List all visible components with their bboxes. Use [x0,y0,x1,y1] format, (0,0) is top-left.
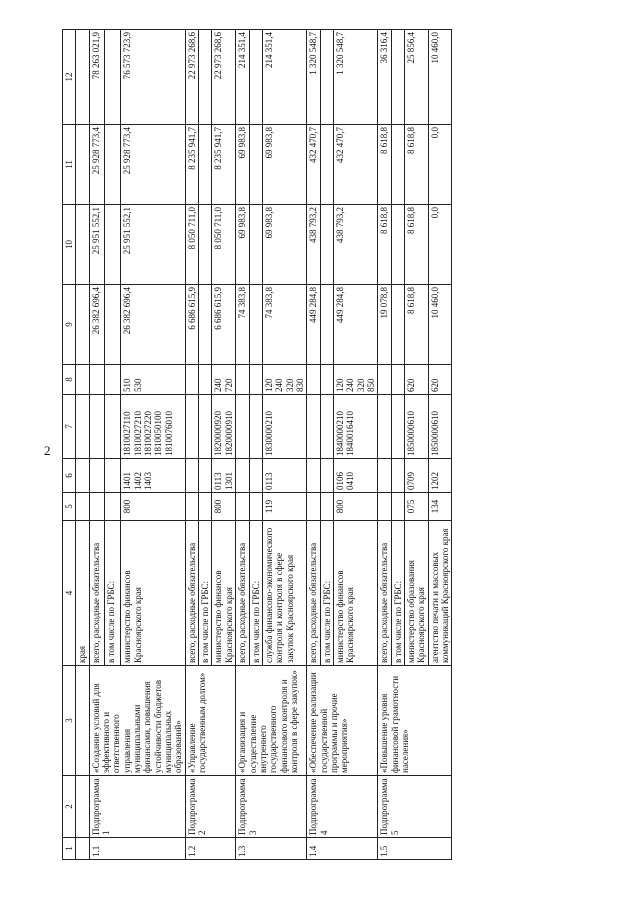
expense-label: всего, расходные обязательства [307,521,320,666]
value-total: 76 573 723,9 [121,30,186,125]
vr-code: 240 720 [212,365,236,395]
rzpr-code [307,459,320,493]
value-2020: 8 618,8 [404,205,428,285]
continuation-row [76,30,89,860]
program-title: «Создание условий для эффективного и ответственного управления муниципальными финансами, повышения устойчивости бюджетов муниципальных образований» [89,666,185,776]
table-row [378,30,391,860]
vr-code [89,365,105,395]
column-header: 11 [63,125,76,205]
value-total: 22 973 268,6 [185,30,198,125]
program-name: Подпрограмма 5 [378,776,452,838]
csr-code [378,395,391,459]
row-number: 1.2 [185,838,235,860]
table-cell [76,205,89,285]
grbs-code [89,493,105,521]
row-number: 1.5 [378,838,452,860]
expense-label: министерство финансов Красноярского края [121,521,186,666]
grbs-code [199,493,212,521]
table-row [236,30,249,860]
value-2021: 69 983,8 [262,125,306,205]
value-2021: 25 928 773,4 [89,125,105,205]
value-2020 [320,205,333,285]
rzpr-code [185,459,198,493]
vr-code [249,365,262,395]
value-2020 [391,205,404,285]
value-2021: 432 470,7 [307,125,320,205]
grbs-code [391,493,404,521]
table-cell [76,365,89,395]
value-total: 214 351,4 [236,30,249,125]
column-header: 2 [63,776,76,838]
column-header: 3 [63,666,76,776]
grbs-code: 800 [121,493,186,521]
expense-label: всего, расходные обязательства [185,521,198,666]
csr-code [307,395,320,459]
program-title: «Обеспечение реализации государственной программы и прочие мероприятия» [307,666,378,776]
expense-label: всего, расходные обязательства [378,521,391,666]
table-row [89,30,105,860]
header-row [63,30,76,860]
csr-code [89,395,105,459]
value-total [320,30,333,125]
value-total [199,30,212,125]
expense-label: в том числе по ГРБС: [320,521,333,666]
grbs-code: 134 [428,493,452,521]
value-2021 [199,125,212,205]
rzpr-code [105,459,121,493]
program-title: «Организация и осуществление внутреннего государственного финансового контроля и контроля в сфере закупок» [236,666,307,776]
value-2021: 8 235 941,7 [212,125,236,205]
value-2019: 19 078,8 [378,285,391,365]
rzpr-code: 0113 1301 [212,459,236,493]
expense-label: в том числе по ГРБС: [249,521,262,666]
program-name: Подпрограмма 2 [185,776,235,838]
value-2019 [320,285,333,365]
vr-code [378,365,391,395]
value-2020: 438 793,2 [307,205,320,285]
grbs-code [320,493,333,521]
vr-code [199,365,212,395]
table-cell [76,30,89,125]
row-number: 1.3 [236,838,307,860]
value-2021: 432 470,7 [333,125,377,205]
value-total [105,30,121,125]
csr-code [185,395,198,459]
value-total: 36 316,4 [378,30,391,125]
vr-code: 120 240 320 830 [262,365,306,395]
value-2019: 26 382 696,4 [89,285,105,365]
vr-code [236,365,249,395]
value-2019: 26 382 696,4 [121,285,186,365]
value-total [391,30,404,125]
program-title: «Повышение уровня финансовой грамотности населения» [378,666,452,776]
grbs-code: 075 [404,493,428,521]
value-total: 214 351,4 [262,30,306,125]
value-2019 [105,285,121,365]
value-2019: 6 686 615,9 [185,285,198,365]
value-total: 10 460,0 [428,30,452,125]
expense-label: министерство финансов Красноярского края [212,521,236,666]
table-cell [76,838,89,860]
grbs-code: 800 [212,493,236,521]
value-total [249,30,262,125]
vr-code: 620 [428,365,452,395]
grbs-code [378,493,391,521]
row-number: 1.1 [89,838,185,860]
value-2021 [391,125,404,205]
budget-table [62,29,452,860]
program-title: «Управление государственным долгом» [185,666,235,776]
value-2020: 8 050 711,0 [212,205,236,285]
value-2020: 8 050 711,0 [185,205,198,285]
value-2020 [249,205,262,285]
vr-code [105,365,121,395]
value-2021: 69 983,8 [236,125,249,205]
rzpr-code [320,459,333,493]
csr-code: 1810027110 1810027210 1810027220 1810050100 1810076010 [121,395,186,459]
column-header: 9 [63,285,76,365]
value-2021: 8 235 941,7 [185,125,198,205]
value-total: 1 320 548,7 [307,30,320,125]
expense-label: в том числе по ГРБС: [199,521,212,666]
column-header: 5 [63,493,76,521]
value-2020 [199,205,212,285]
column-header: 6 [63,459,76,493]
value-2019: 6 686 615,9 [212,285,236,365]
table-cell [76,776,89,838]
vr-code [185,365,198,395]
expense-label: в том числе по ГРБС: [391,521,404,666]
value-2020 [105,205,121,285]
value-2020: 69 983,8 [262,205,306,285]
program-name: Подпрограмма 1 [89,776,185,838]
vr-code [307,365,320,395]
vr-code: 620 [404,365,428,395]
value-2019 [249,285,262,365]
column-header: 4 [63,521,76,666]
rotated-table-container [62,30,622,860]
csr-code [391,395,404,459]
value-2019: 449 284,8 [333,285,377,365]
grbs-code [307,493,320,521]
grbs-code [249,493,262,521]
csr-code [320,395,333,459]
value-2020: 0,0 [428,205,452,285]
table-body [76,30,452,860]
value-2019: 10 460,0 [428,285,452,365]
continuation-text: края [76,521,89,666]
table-cell [76,666,89,776]
grbs-code [236,493,249,521]
rzpr-code [378,459,391,493]
value-total: 22 973 268,6 [212,30,236,125]
program-name: Подпрограмма 4 [307,776,378,838]
page-number: 2 [44,443,51,458]
vr-code [391,365,404,395]
expense-label: всего, расходные обязательства [89,521,105,666]
csr-code [249,395,262,459]
rzpr-code: 1401 1402 1403 [121,459,186,493]
table-cell [76,395,89,459]
table-cell [76,493,89,521]
value-2020: 69 983,8 [236,205,249,285]
grbs-code [185,493,198,521]
rzpr-code: 1202 [428,459,452,493]
column-header: 10 [63,205,76,285]
grbs-code: 800 [333,493,377,521]
csr-code: 1820000920 1820000910 [212,395,236,459]
value-2021: 8 618,8 [404,125,428,205]
value-2021 [320,125,333,205]
value-2019: 74 383,8 [262,285,306,365]
value-2019: 8 618,8 [404,285,428,365]
vr-code: 120 240 320 850 [333,365,377,395]
csr-code [105,395,121,459]
value-2020: 8 618,8 [378,205,391,285]
value-2020: 438 793,2 [333,205,377,285]
rzpr-code: 0113 [262,459,306,493]
grbs-code [105,493,121,521]
rzpr-code [236,459,249,493]
value-2019 [199,285,212,365]
program-name: Подпрограмма 3 [236,776,307,838]
expense-label: министерство финансов Красноярского края [333,521,377,666]
expense-label: в том числе по ГРБС: [105,521,121,666]
value-total: 1 320 548,7 [333,30,377,125]
vr-code: 510 530 [121,365,186,395]
table-cell [76,285,89,365]
csr-code: 1850000610 [428,395,452,459]
rzpr-code: 0709 [404,459,428,493]
rzpr-code [391,459,404,493]
value-total: 78 263 021,9 [89,30,105,125]
value-2021 [105,125,121,205]
expense-label: служба финансово-экономического контроля и контроля в сфере закупок Красноярского края [262,521,306,666]
rzpr-code [249,459,262,493]
table-row [185,30,198,860]
table-row [307,30,320,860]
expense-label: всего, расходные обязательства [236,521,249,666]
value-2021 [249,125,262,205]
value-2020: 25 951 552,1 [121,205,186,285]
csr-code: 1840000210 1840016410 [333,395,377,459]
rzpr-code [89,459,105,493]
csr-code: 1850000610 [404,395,428,459]
table-cell [76,125,89,205]
grbs-code: 119 [262,493,306,521]
rzpr-code [199,459,212,493]
value-2019: 449 284,8 [307,285,320,365]
value-2019 [391,285,404,365]
value-total: 25 856,4 [404,30,428,125]
csr-code: 1830000210 [262,395,306,459]
value-2021: 25 928 773,4 [121,125,186,205]
expense-label: агентство печати и массовых коммуникаций Красноярского края [428,521,452,666]
column-header: 7 [63,395,76,459]
column-header: 8 [63,365,76,395]
rzpr-code: 0106 0410 [333,459,377,493]
vr-code [320,365,333,395]
table-sheet [62,30,622,860]
csr-code [199,395,212,459]
csr-code [236,395,249,459]
value-2021: 8 618,8 [378,125,391,205]
expense-label: министерство образования Красноярского края [404,521,428,666]
column-header: 12 [63,30,76,125]
table-cell [76,459,89,493]
row-number: 1.4 [307,838,378,860]
value-2021: 0,0 [428,125,452,205]
value-2019: 74 383,8 [236,285,249,365]
value-2020: 25 951 552,1 [89,205,105,285]
column-header: 1 [63,838,76,860]
